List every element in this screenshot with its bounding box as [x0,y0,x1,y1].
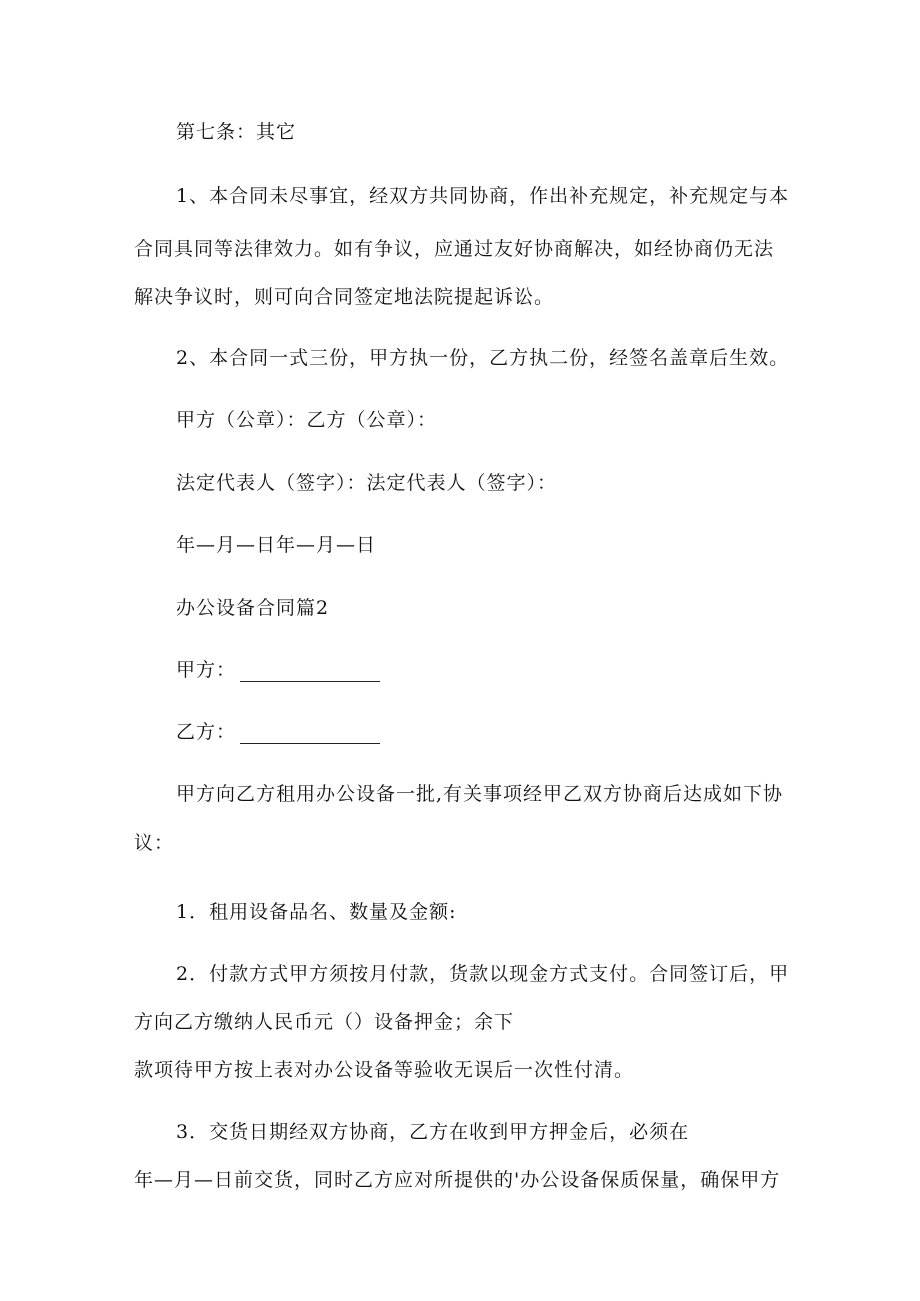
party-a-blank [240,661,380,682]
clause2: 2、本合同一式三份，甲方执一份，乙方执二份，经签名盖章后生效。 [176,347,790,369]
party-b-blank [240,723,380,744]
item3-line1: 3．交货日期经双方协商，乙方在收到甲方押金后，必须在 [176,1121,690,1143]
seal-line: 甲方（公章）：乙方（公章）： [176,409,438,431]
item1: 1．租用设备品名、数量及金额: [176,901,457,923]
clause1-line3: 解决争议时，则可向合同签定地法院提起诉讼。 [134,286,555,308]
clause1-line1: 1、本合同未尽事宜，经双方共同协商，作出补充规定，补充规定与本 [176,185,790,207]
party-b-label: 乙方： [176,721,237,743]
intro-line1: 甲方向乙方租用办公设备一批,有关事项经甲乙双方协商后达成如下协 [176,783,784,805]
article7-heading: 第七条：其它 [176,121,297,143]
date-line: 年—月—日年—月—日 [176,534,377,556]
item2-line3: 款项待甲方按上表对办公设备等验收无误后一次性付清。 [134,1059,635,1081]
item2-line1: 2．付款方式甲方须按月付款，货款以现金方式支付。合同签订后，甲 [176,963,790,985]
intro-line2: 议： [134,832,175,854]
party-b-row [176,718,380,746]
party-a-label: 甲方： [176,659,237,681]
item2-line2: 方向乙方缴纳人民币元（）设备押金；余下 [134,1011,515,1033]
party-a-row [176,656,380,684]
section2-title: 办公设备合同篇2 [176,597,330,619]
signature-line: 法定代表人（签字）：法定代表人（签字）： [176,472,558,494]
item3-line2: 年—月—日前交货，同时乙方应对所提供的'办公设备保质保量，确保甲方 [134,1169,781,1191]
clause1-line2: 合同具同等法律效力。如有争议，应通过友好协商解决，如经协商仍无法 [134,238,775,260]
